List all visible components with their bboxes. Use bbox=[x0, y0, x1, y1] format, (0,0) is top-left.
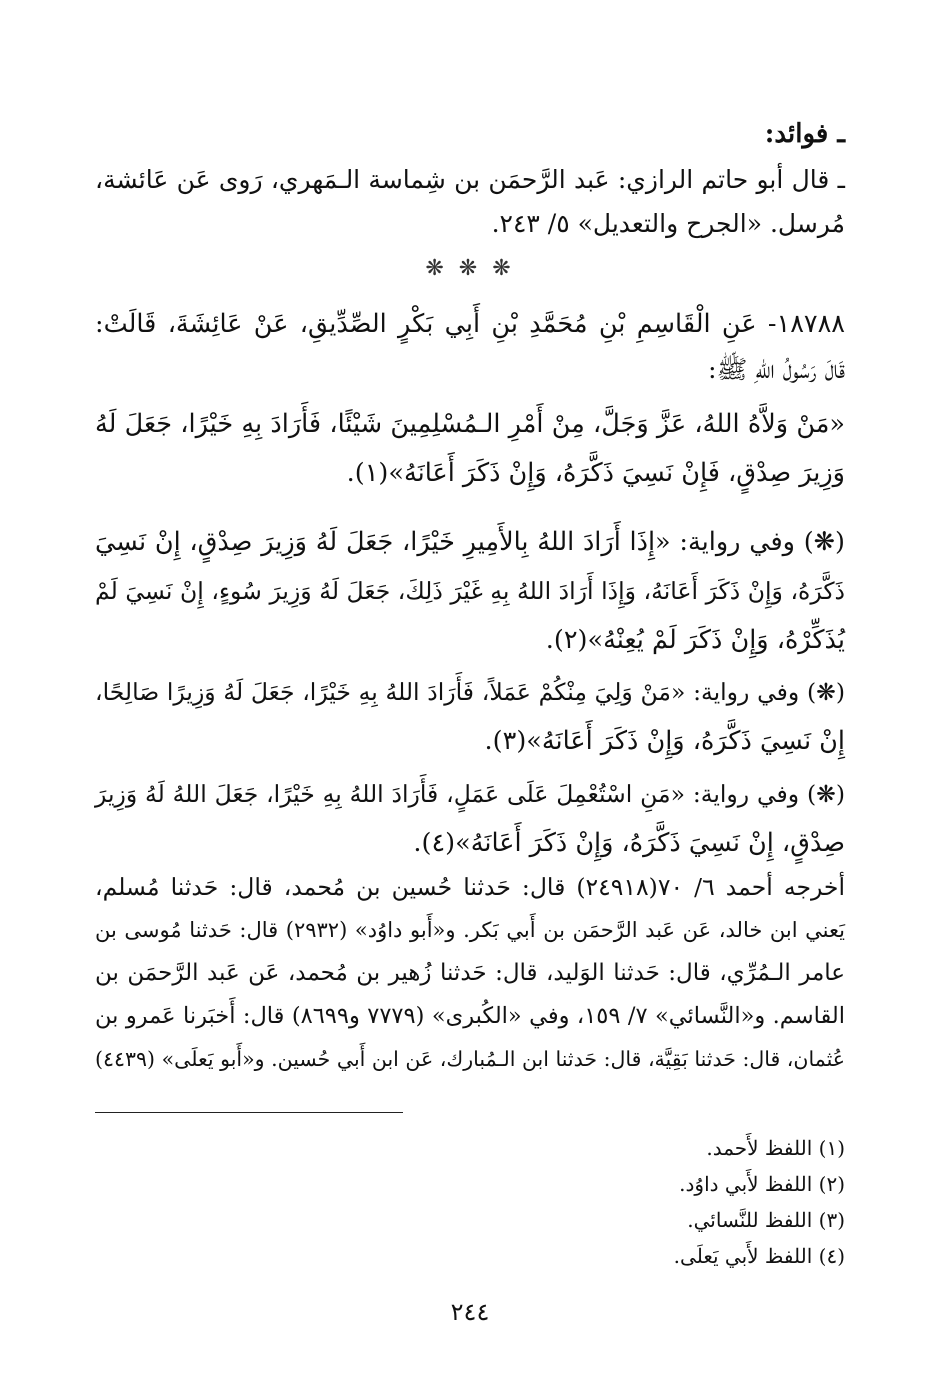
fawaid-heading: ـ فوائد: bbox=[764, 119, 845, 149]
riwaya-line: صِدْقٍ، إِنْ نَسِيَ ذَكَّرَهُ، وَإِنْ ذَكَرَ أَعَانَهُ»(٤). bbox=[413, 828, 845, 858]
hadith-matn bbox=[95, 400, 845, 498]
takhrij-line: القاسم. و«النَّسائي» ٧/ ١٥٩، وفي «الكُبرى» (٧٧٧٩ و٨٦٩٩) قال: أَخبَرنا عَمرو بن bbox=[95, 1003, 845, 1029]
fawaid-section bbox=[95, 112, 845, 246]
riwaya-3 bbox=[95, 770, 845, 868]
footnote: (١) اللفظ لأَحمد. bbox=[706, 1136, 845, 1160]
riwaya-2 bbox=[95, 668, 845, 766]
footnote: (٣) اللفظ للنَّسائي. bbox=[687, 1208, 845, 1232]
takhrij-section bbox=[95, 866, 845, 1081]
matn-line: وَزِيرَ صِدْقٍ، فَإِنْ نَسِيَ ذَكَّرَهُ، وَإِنْ ذَكَرَ أَعَانَهُ»(١). bbox=[346, 458, 845, 488]
takhrij-line: عامر الـمُرِّي، قال: حَدثنا الوَليد، قال: حَدثنا زُهير بن مُحمد، عَن عَبد الرَّحمَن بن bbox=[95, 960, 845, 986]
page-number: ٢٤٤ bbox=[450, 1298, 490, 1326]
fawaid-line: مُرسل. «الجرح والتعديل» ٥/ ٢٤٣. bbox=[491, 209, 845, 238]
matn-line: «مَنْ وَلاَّهُ اللهُ، عَزَّ وَجَلَّ، مِنْ أَمْرِ الـمُسْلِمِينَ شَيْئًا، فَأَرَادَ بِهِ خَيْرًا، جَعَلَ لَهُ bbox=[95, 409, 845, 439]
riwaya-line: إِنْ نَسِيَ ذَكَّرَهُ، وَإِنْ ذَكَرَ أَعَانَهُ»(٣). bbox=[484, 726, 845, 756]
riwaya-line: (❋) وفي رواية: «إِذَا أَرَادَ اللهُ بِالأَمِيرِ خَيْرًا، جَعَلَ لَهُ وَزِيرَ صِدْقٍ، إِنْ نَسِيَ bbox=[95, 527, 845, 557]
footnote: (٤) اللفظ لأَبي يَعلَى. bbox=[673, 1244, 845, 1268]
hadith-isnad bbox=[95, 300, 845, 391]
riwaya-1 bbox=[95, 518, 845, 665]
takhrij-line: عُثمان، قال: حَدثنا بَقِيَّة، قال: حَدثنا ابن الـمُبارك، عَن ابن أَبي حُسين. و«أَبو يَعلَى» (٤٤٣٩) bbox=[95, 1047, 845, 1071]
riwaya-line: (❋) وفي رواية: «مَنِ اسْتُعْمِلَ عَلَى عَمَلٍ، فَأَرَادَ اللهُ بِهِ خَيْرًا، جَعَلَ اللهُ لَهُ وَزِيرَ bbox=[95, 780, 845, 808]
takhrij-line: أخرجه أحمد ٦/ ٧٠(٢٤٩١٨) قال: حَدثنا حُسين بن مُحمد، قال: حَدثنا مُسلم، bbox=[95, 873, 845, 901]
fawaid-line: ـ قال أبو حاتم الرازي: عَبد الرَّحمَن بن شِماسة الـمَهري، رَوى عَن عَائشة، bbox=[95, 165, 845, 194]
takhrij-line: يَعني ابن خالد، عَن عَبد الرَّحمَن بن أَبي بَكر. و«أَبو داوُد» (٢٩٣٢) قال: حَدثنا مُوسى بن bbox=[95, 918, 845, 942]
riwaya-line: (❋) وفي رواية: «مَنْ وَلِيَ مِنْكُمْ عَمَلاً، فَأَرَادَ اللهُ بِهِ خَيْرًا، جَعَلَ لَهُ وَزِيرًا صَالِحًا، bbox=[95, 678, 845, 706]
riwaya-line: ذَكَّرَهُ، وَإِنْ ذَكَرَ أَعَانَهُ، وَإِذَا أَرَادَ اللهُ بِهِ غَيْرَ ذَلِكَ، جَعَلَ لَهُ وَزِيرَ سُوءٍ، إِنْ نَسِيَ لَمْ bbox=[95, 577, 845, 605]
section-separator: ❋ ❋ ❋ bbox=[425, 256, 515, 281]
hadith-line: قَالَ رَسُولُ اللهِ ﷺ: bbox=[708, 355, 845, 385]
footnote: (٢) اللفظ لأَبي داوُد. bbox=[679, 1172, 845, 1196]
hadith-line: ١٨٧٨٨- عَنِ الْقَاسِمِ بْنِ مُحَمَّدِ بْنِ أَبِي بَكْرٍ الصِّدِّيقِ، عَنْ عَائِشَةَ، قَالَتْ: bbox=[95, 309, 845, 339]
footnote-divider bbox=[95, 1112, 403, 1113]
footnotes bbox=[95, 1130, 845, 1274]
riwaya-line: يُذَكِّرْهُ، وَإِنْ ذَكَرَ لَمْ يُعِنْهُ»(٢). bbox=[545, 625, 845, 655]
